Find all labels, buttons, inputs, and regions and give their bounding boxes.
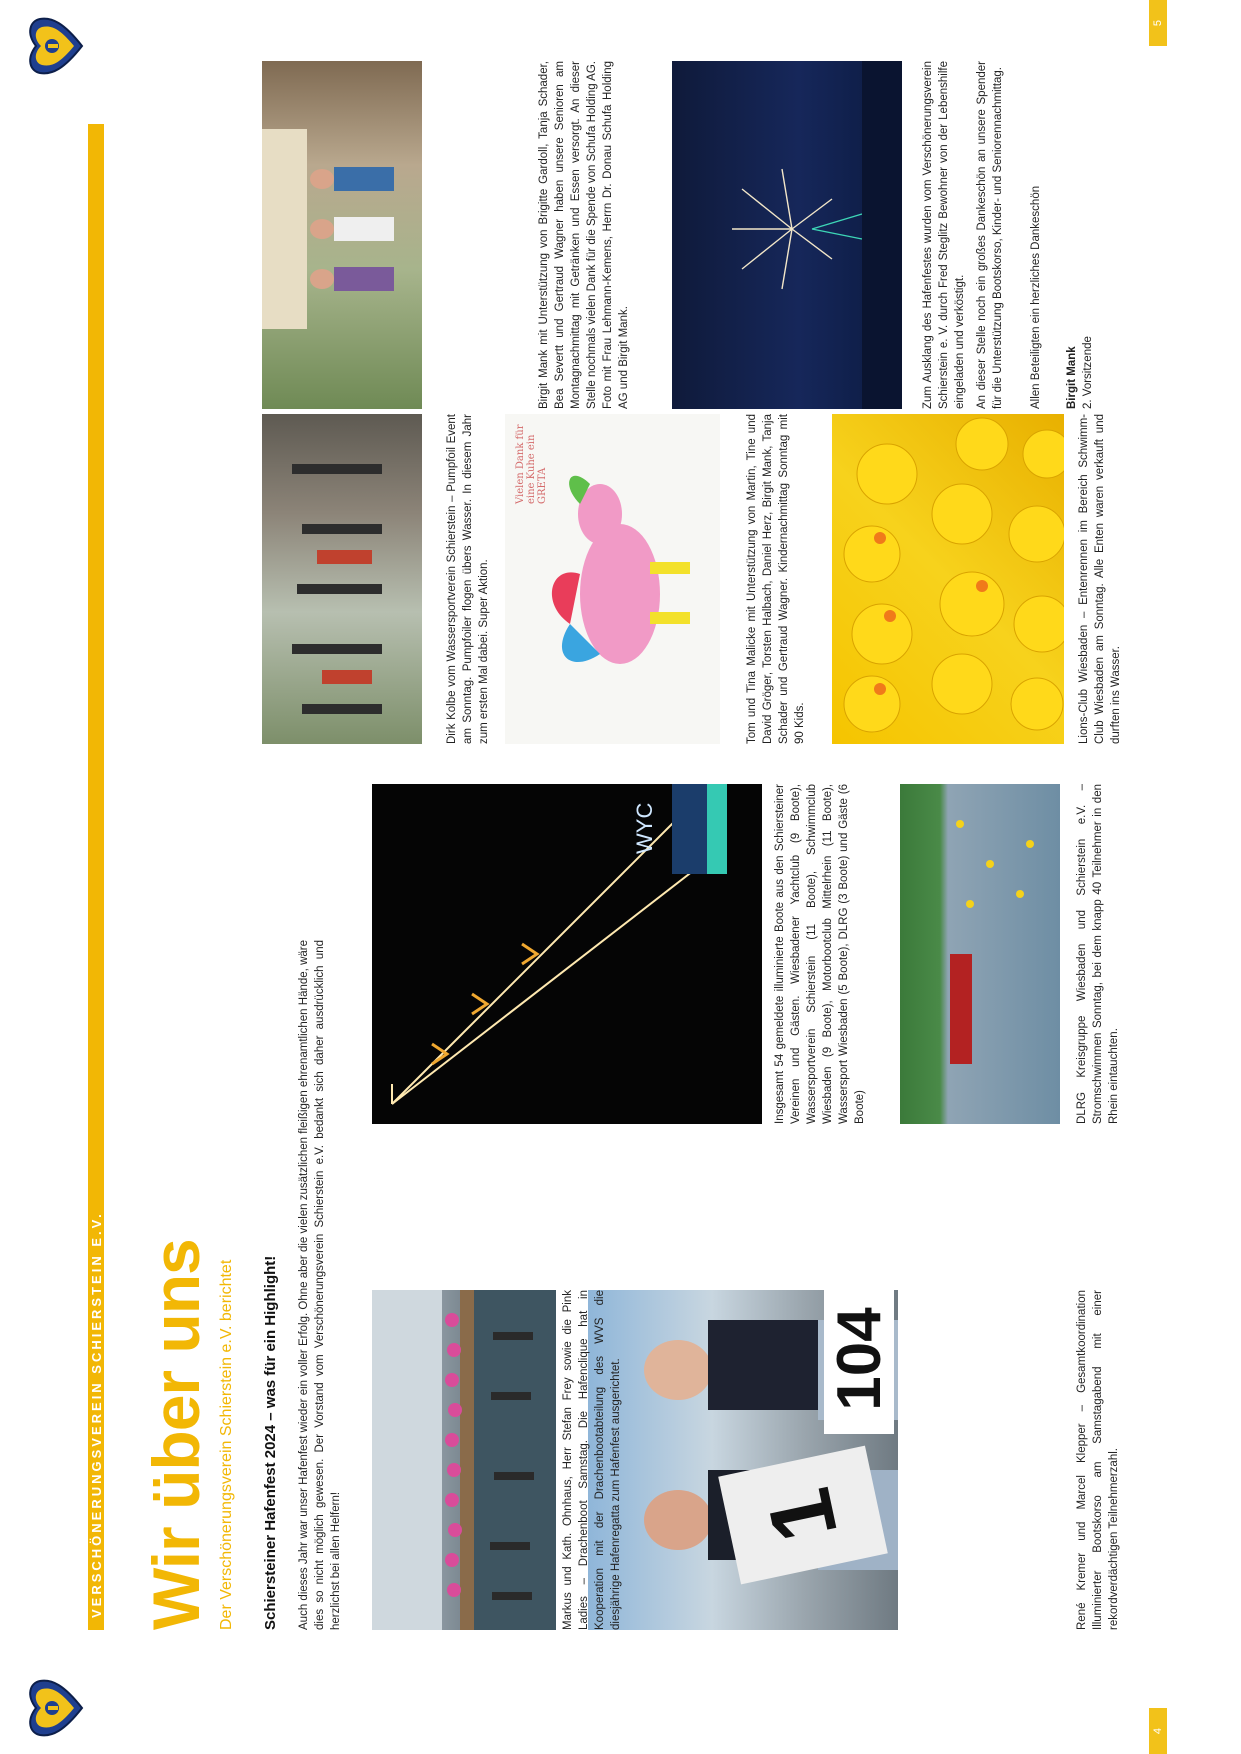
caption-ducks: Lions-Club Wiesbaden – Entenrennen im Bereich Schwimm-Club Wiesbaden am Sonntag. Alle Enten waren verkauft und durften ins Wasser. xyxy=(1078,414,1122,744)
photo-rubber-ducks xyxy=(832,414,1064,744)
closing-1: Zum Ausklang des Hafenfestes wurden vom Verschönerungsverein Schierstein e. V. durch Fred Steglitz Bewohner von der Lebenshilfe eingeladen und verköstigt. xyxy=(922,61,966,409)
caption-numbers: René Kremer und Marcel Klepper – Gesamtkoordination Illuminierter Bootskorso am Samstagabend mit einer rekordverdächtigen Teilnehmerzahl. xyxy=(1076,1290,1120,1630)
sailboat-scene xyxy=(372,784,762,1124)
svg-text:WYC: WYC xyxy=(632,802,657,854)
caption-pumpfoil: Dirk Kolbe vom Wassersportverein Schierstein – Pumpfoil Event am Sonntag. Pumpfoiler flogen übers Wasser. In diesem Jahr zum ersten Mal dabei. Super Aktion. xyxy=(446,414,490,744)
seniors-scene xyxy=(262,61,422,409)
signature-role: 2. Vorsitzende xyxy=(1082,336,1094,409)
fireworks-scene xyxy=(672,61,902,409)
article-intro: Auch dieses Jahr war unser Hafenfest wieder ein voller Erfolg. Ohne aber die vielen zusätzlichen fleißigen ehrenamtlichen Hände, wäre dies so nicht möglich gewesen. Der Vorstand vom Verschönerungsverein Schierstein e.V. bedankt sich daher ausdrücklich und herzlichst bei allen Helfern! xyxy=(298,940,342,1630)
photo-illuminated-sailboat xyxy=(372,784,762,1124)
caption-boats: Insgesamt 54 gemeldete illuminierte Boote aus den Schiersteiner Vereinen und Gästen. Wiesbadener Yachtclub (9 Boote), Wassersportverein Schierstein (11 Boote), Schwimmclub Wiesbaden (9 Boote), Motorbootclub Mittelrhein (11 Boote), Wassersport Wiesbaden (5 Boote), DLRG (3 Boote) und Gäste (6 Boote) xyxy=(774,784,866,1124)
dlrg-scene xyxy=(900,784,1060,1124)
caption-kids: Tom und Tina Malicke mit Unterstützung von Martin, Tine und David Gröger, Torsten Halbach, Daniel Herz, Birgit Mank, Tanja Schader und Gertraud Wagner. Kindernachmittag Sonntag mit 90 Kids. xyxy=(746,414,806,744)
dragonboat-scene xyxy=(372,1290,556,1630)
closing-3: Allen Beteiligten ein herzliches Dankeschön xyxy=(1030,185,1042,409)
crest-logo-left xyxy=(22,1675,88,1741)
photo-kids-drawing xyxy=(505,414,720,744)
article-heading: Schiersteiner Hafenfest 2024 – was für ein Highlight! xyxy=(262,1255,279,1630)
photo-fireworks xyxy=(672,61,902,409)
number-sign-104-text: 104 xyxy=(824,1307,894,1411)
photo-dlrg-swim xyxy=(900,784,1060,1124)
caption-dlrg: DLRG Kreisgruppe Wiesbaden und Schierstein e.V. – Stromschwimmen Sonntag, bei dem knapp 40 Teilnehmer in den Rhein eintauchten. xyxy=(1076,784,1120,1124)
drawing-text: Vielen Dank für eine Kuhe ein GRETA xyxy=(515,424,548,504)
number-sign-1-text: 1 xyxy=(748,1480,857,1550)
photo-numbers xyxy=(588,1290,898,1630)
photo-dragonboat xyxy=(372,1290,556,1630)
caption-dragonboat-visible: Markus und Kath. Ohnhaus, Herr Stefan Frey sowie die Pink Ladies – Drachenboot Samstag. Die Hafenclique hat in Kooperation mit der Drachenbootabteilung des WVS die diesjährige Hafenregatta zum Hafenfest ausgerichtet. xyxy=(562,1290,622,1630)
header-band-text: VERSCHÖNERUNGSVEREIN SCHIERSTEIN E.V. xyxy=(88,1211,104,1618)
number-sign-104 xyxy=(824,1290,894,1434)
photo-pumpfoil-event xyxy=(262,414,422,744)
caption-seniors: Birgit Mank mit Unterstützung von Brigitte Gardoll, Tanja Schader, Bea Severtt und Gertraud Wagner haben unsere Senioren am Montagnachmittag mit Getränken und Essen versorgt. An dieser Stelle nochmals vielen Dank für die Spende von Schufa Holding AG. Foto mit Frau Lehmann-Kemens, Herrn Dr. Donau Schufa Holding AG und Birgit Mank. xyxy=(538,61,630,409)
page-subtitle: Der Verschönerungsverein Schierstein e.V. berichtet xyxy=(218,1259,235,1630)
closing-2: An dieser Stelle noch ein großes Dankeschön an unsere Spender für die Unterstützung Bootskorso, Kinder- und Seniorennachmittag. xyxy=(976,61,1004,409)
signature-name: Birgit Mank xyxy=(1066,346,1078,409)
ducks-scene xyxy=(832,414,1064,744)
header-band xyxy=(88,124,104,1630)
pumpfoil-scene xyxy=(262,414,422,744)
page-title: Wir über uns xyxy=(139,1239,213,1630)
page-number-left-text: 4 xyxy=(1152,1727,1164,1735)
crest-logo-right xyxy=(22,13,88,79)
page-number-right-text: 5 xyxy=(1152,19,1164,27)
photo-seniors xyxy=(262,61,422,409)
